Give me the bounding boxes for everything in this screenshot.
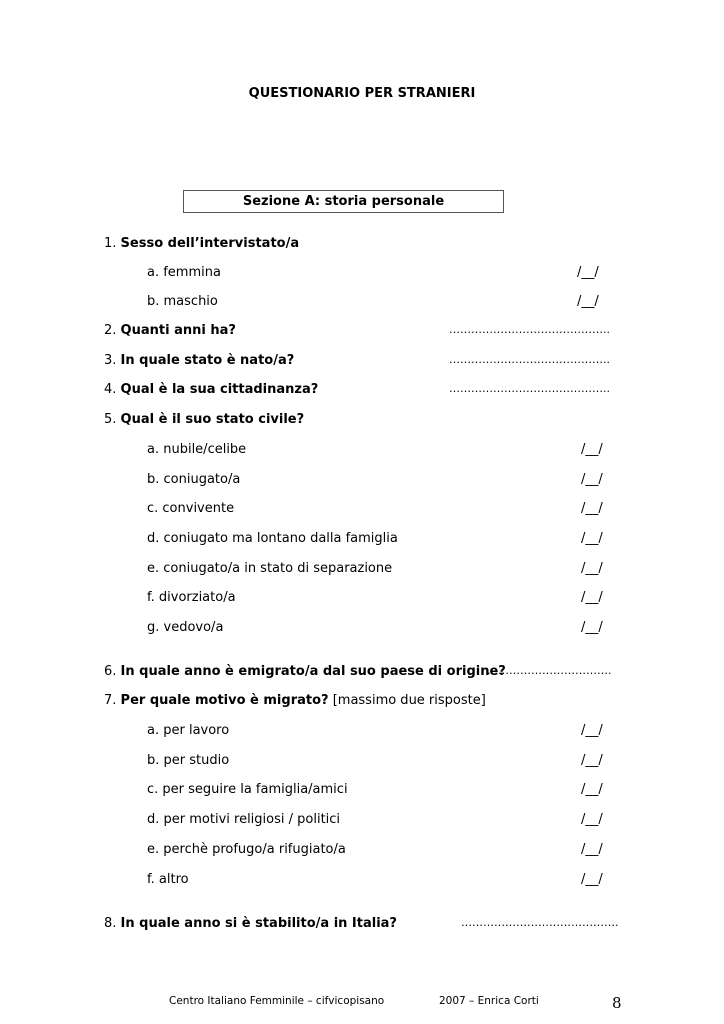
option: e. coniugato/a in stato di separazione xyxy=(147,561,393,576)
question-number: 3. xyxy=(104,353,117,368)
page-title: QUESTIONARIO PER STRANIERI xyxy=(248,86,476,101)
checkbox-mark[interactable]: /__/ xyxy=(581,812,603,827)
answer-blank[interactable]: …………………………………….. xyxy=(449,353,610,366)
option: a. per lavoro xyxy=(147,723,230,738)
question-text: Qual è la sua cittadinanza? xyxy=(120,382,319,397)
option: a. nubile/celibe xyxy=(147,442,247,457)
question-text: Qual è il suo stato civile? xyxy=(120,412,305,427)
checkbox-mark[interactable]: /__/ xyxy=(577,265,599,280)
checkbox-mark[interactable]: /__/ xyxy=(581,620,603,635)
option: b. maschio xyxy=(147,294,218,309)
question-number: 5. xyxy=(104,412,117,427)
section-header: Sezione A: storia personale xyxy=(183,190,504,213)
question-number: 2. xyxy=(104,323,117,338)
question-number: 8. xyxy=(104,916,117,931)
option: b. coniugato/a xyxy=(147,472,241,487)
question-7 xyxy=(104,693,486,708)
question-text: Per quale motivo è migrato? xyxy=(120,693,329,708)
question-2 xyxy=(104,323,236,338)
question-5 xyxy=(104,412,304,427)
checkbox-mark[interactable]: /__/ xyxy=(581,872,603,887)
checkbox-mark[interactable]: /__/ xyxy=(581,472,603,487)
option: f. divorziato/a xyxy=(147,590,236,605)
page-number: 8 xyxy=(612,994,622,1012)
question-text: Quanti anni ha? xyxy=(120,323,236,338)
question-text: In quale anno è emigrato/a dal suo paese di origine? xyxy=(120,664,506,679)
question-number: 7. xyxy=(104,693,117,708)
question-6 xyxy=(104,664,506,679)
question-1 xyxy=(104,236,299,251)
answer-blank[interactable]: …………………………………….. xyxy=(449,382,610,395)
question-text: In quale anno si è stabilito/a in Italia? xyxy=(120,916,397,931)
checkbox-mark[interactable]: /__/ xyxy=(581,842,603,857)
footer-year-author: 2007 – Enrica Corti xyxy=(439,995,539,1007)
question-number: 1. xyxy=(104,236,117,251)
checkbox-mark[interactable]: /__/ xyxy=(581,531,603,546)
footer-organization: Centro Italiano Femminile – cifvicopisano xyxy=(169,995,385,1007)
answer-blank[interactable]: ……………………………. xyxy=(487,664,612,677)
question-text: In quale stato è nato/a? xyxy=(120,353,295,368)
checkbox-mark[interactable]: /__/ xyxy=(581,561,603,576)
checkbox-mark[interactable]: /__/ xyxy=(581,753,603,768)
checkbox-mark[interactable]: /__/ xyxy=(581,782,603,797)
question-number: 4. xyxy=(104,382,117,397)
option: d. per motivi religiosi / politici xyxy=(147,812,341,827)
question-text: Sesso dell’intervistato/a xyxy=(120,236,300,251)
question-4 xyxy=(104,382,318,397)
option: g. vedovo/a xyxy=(147,620,224,635)
option: f. altro xyxy=(147,872,189,887)
option: c. per seguire la famiglia/amici xyxy=(147,782,348,797)
option: d. coniugato ma lontano dalla famiglia xyxy=(147,531,398,546)
question-3 xyxy=(104,353,294,368)
checkbox-mark[interactable]: /__/ xyxy=(581,442,603,457)
question-8 xyxy=(104,916,397,931)
answer-blank[interactable]: …………………………………….. xyxy=(449,323,610,336)
answer-blank[interactable]: ……………………………………. xyxy=(461,916,619,929)
option: b. per studio xyxy=(147,753,230,768)
option: a. femmina xyxy=(147,265,221,280)
checkbox-mark[interactable]: /__/ xyxy=(581,723,603,738)
question-note: [massimo due risposte] xyxy=(332,693,486,708)
question-number: 6. xyxy=(104,664,117,679)
checkbox-mark[interactable]: /__/ xyxy=(581,501,603,516)
option: e. perchè profugo/a rifugiato/a xyxy=(147,842,346,857)
checkbox-mark[interactable]: /__/ xyxy=(581,590,603,605)
checkbox-mark[interactable]: /__/ xyxy=(577,294,599,309)
option: c. convivente xyxy=(147,501,235,516)
